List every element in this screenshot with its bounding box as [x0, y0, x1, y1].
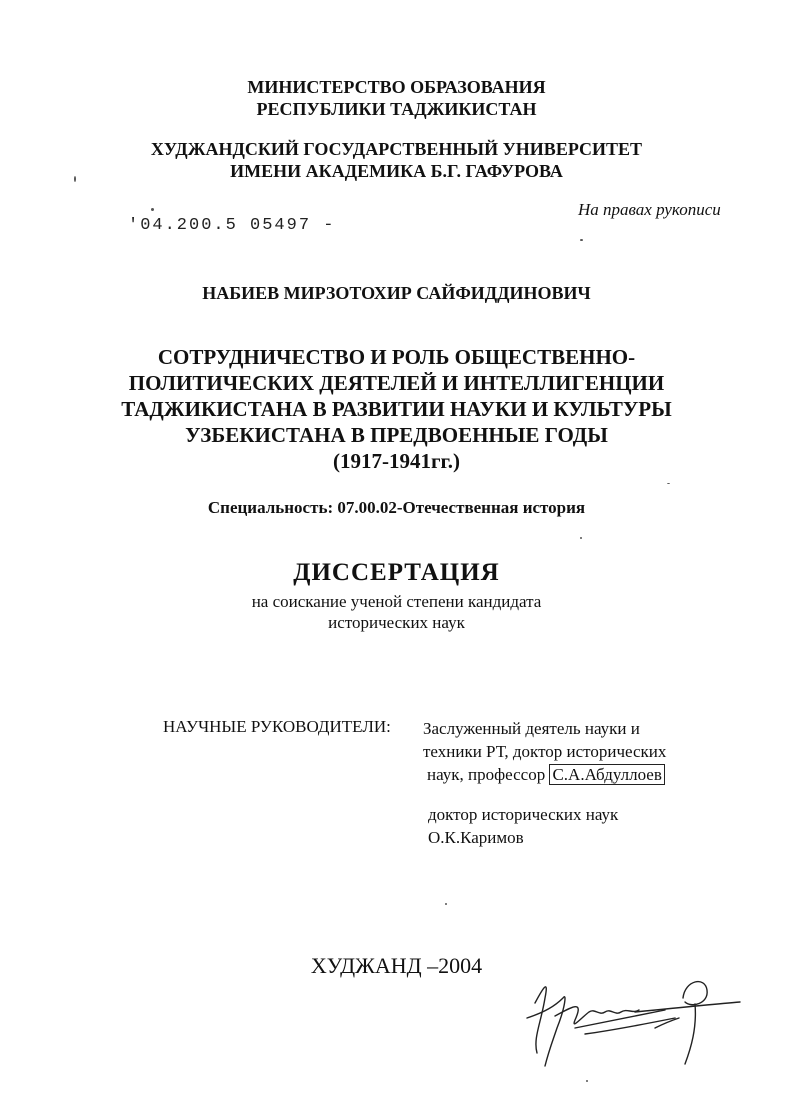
dissertation-title [0, 344, 793, 474]
city-year: ХУДЖАНД –2004 [310, 953, 483, 978]
supervisor-second [428, 803, 618, 849]
supervisor-first-line-1: Заслуженный деятель науки и [423, 719, 640, 738]
title-line-1: СОТРУДНИЧЕСТВО И РОЛЬ ОБЩЕСТВЕННО- [157, 345, 636, 369]
supervisor-first-line-2: техники РТ, доктор исторических [423, 742, 667, 761]
scan-speck [445, 903, 447, 905]
title-line-2: ПОЛИТИЧЕСКИХ ДЕЯТЕЛЕЙ И ИНТЕЛЛИГЕНЦИИ [128, 371, 665, 395]
supervisor-first-line-3-wrap [423, 763, 666, 786]
dissertation-sub-line-1: на соискание ученой степени кандидата [251, 592, 542, 611]
manuscript-note: На правах рукописи [578, 200, 721, 219]
author-name: НАБИЕВ МИРЗОТОХИР САЙФИДДИНОВИЧ [202, 283, 591, 303]
supervisor-second-name: О.К.Каримов [428, 828, 524, 847]
supervisors-label: НАУЧНЫЕ РУКОВОДИТЕЛИ: [163, 717, 391, 736]
ministry-line-2: РЕСПУБЛИКИ ТАДЖИКИСТАН [256, 99, 537, 119]
ministry-header [0, 76, 793, 120]
supervisor-first-name: С.А.Абдуллоев [549, 764, 664, 785]
university-header [0, 138, 793, 182]
scan-speck [580, 239, 583, 241]
university-line-1: ХУДЖАНДСКИЙ ГОСУДАРСТВЕННЫЙ УНИВЕРСИТЕТ [150, 139, 643, 159]
registry-number: '04.200.5 05497 - [128, 216, 336, 235]
supervisor-first [423, 717, 666, 786]
supervisor-first-line-3: наук, профессор [427, 765, 546, 784]
supervisor-second-line-1: доктор исторических наук [428, 805, 619, 824]
scan-speck [667, 483, 670, 484]
dissertation-subtitle [0, 591, 793, 633]
scan-speck [586, 1080, 588, 1082]
scan-speck [580, 537, 582, 539]
signature-graphic [515, 968, 745, 1078]
dissertation-sub-line-2: исторических наук [328, 613, 465, 632]
title-line-3: ТАДЖИКИСТАНА В РАЗВИТИИ НАУКИ И КУЛЬТУРЫ [121, 397, 672, 421]
title-line-4: УЗБЕКИСТАНА В ПРЕДВОЕННЫЕ ГОДЫ [185, 423, 608, 447]
specialty: Специальность: 07.00.02-Отечественная история [207, 498, 586, 517]
ministry-line-1: МИНИСТЕРСТВО ОБРАЗОВАНИЯ [247, 77, 546, 97]
scan-speck [151, 208, 154, 211]
title-line-5: (1917-1941гг.) [333, 449, 460, 473]
scan-speck [74, 176, 76, 182]
university-line-2: ИМЕНИ АКАДЕМИКА Б.Г. ГАФУРОВА [230, 161, 563, 181]
dissertation-heading: ДИССЕРТАЦИЯ [293, 559, 500, 586]
